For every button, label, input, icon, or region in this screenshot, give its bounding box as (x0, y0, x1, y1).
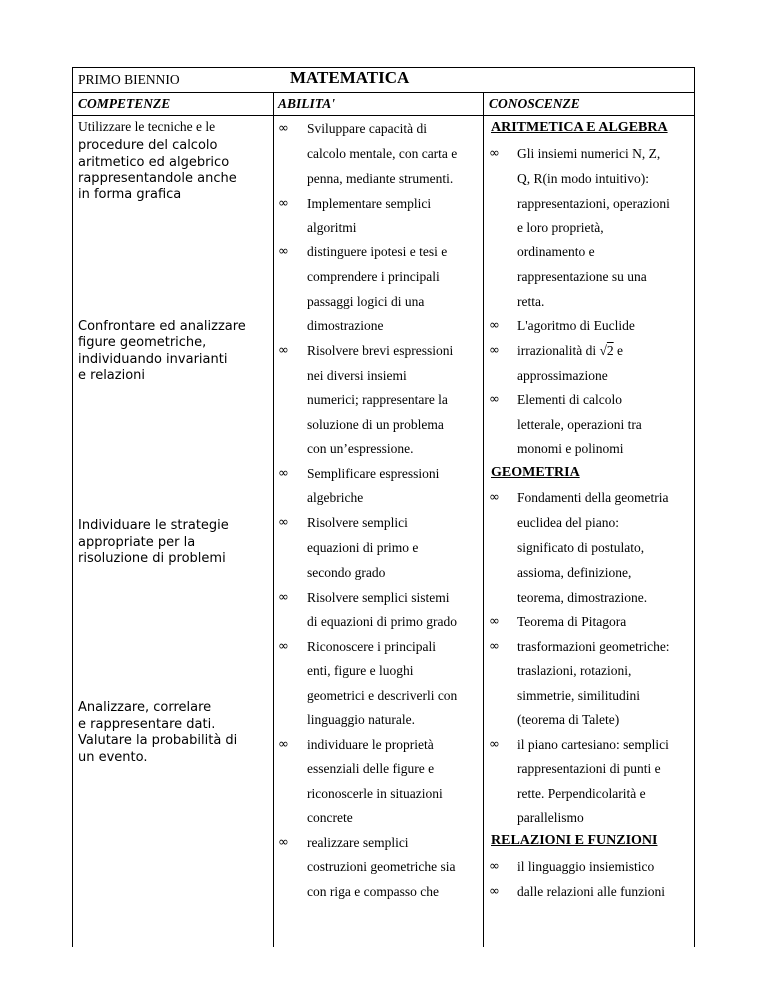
abilita-line: nei diversi insiemi (307, 368, 407, 383)
irrazionalita-suffix: e (613, 343, 624, 358)
conoscenza-line: il linguaggio insiemistico (517, 859, 655, 874)
abilita-line: Riconoscere i principali (307, 639, 436, 654)
page-title: MATEMATICA (290, 68, 410, 87)
competenza-line: rappresentandole anche (78, 171, 237, 186)
conoscenza-line: letterale, operazioni tra (517, 417, 642, 432)
infinity-bullet-icon: ∞ (489, 146, 500, 161)
conoscenza-line: (teorema di Talete) (517, 712, 620, 727)
competenza-line: Individuare le strategie (78, 518, 229, 533)
conoscenza-line: rette. Perpendicolarità e (517, 786, 646, 801)
abilita-line: soluzione di un problema (307, 417, 444, 432)
competenza-line: individuando invarianti (78, 352, 228, 367)
abilita-line: calcolo mentale, con carta e (307, 146, 458, 161)
infinity-bullet-icon: ∞ (489, 639, 500, 654)
abilita-line: con riga e compasso che (307, 884, 439, 899)
column-header-conoscenze: CONOSCENZE (489, 96, 580, 111)
abilita-line: individuare le proprietà (307, 737, 434, 752)
conoscenza-line: significato di postulato, (517, 540, 645, 555)
row-divider-header (72, 115, 695, 116)
infinity-bullet-icon: ∞ (489, 859, 500, 874)
infinity-bullet-icon: ∞ (278, 244, 289, 259)
conoscenza-irrazionalita (517, 343, 623, 359)
infinity-bullet-icon: ∞ (278, 737, 289, 752)
conoscenza-line: approssimazione (517, 368, 608, 383)
infinity-bullet-icon: ∞ (278, 466, 289, 481)
conoscenza-line: Teorema di Pitagora (517, 614, 627, 629)
competenza-line: aritmetico ed algebrico (78, 155, 230, 170)
abilita-line: equazioni di primo e (307, 540, 419, 555)
abilita-line: secondo grado (307, 565, 386, 580)
conoscenza-line: assioma, definizione, (517, 565, 632, 580)
conoscenza-line: retta. (517, 294, 545, 309)
competenza-line: e relazioni (78, 368, 146, 383)
abilita-line: riconoscerle in situazioni (307, 786, 443, 801)
infinity-bullet-icon: ∞ (278, 835, 289, 850)
column-divider-2 (483, 92, 484, 947)
abilita-line: Implementare semplici (307, 196, 432, 211)
conoscenza-line: Gli insiemi numerici N, Z, (517, 146, 661, 161)
abilita-line: concrete (307, 810, 353, 825)
competenza-line: risoluzione di problemi (78, 551, 226, 566)
abilita-line: distinguere ipotesi e tesi e (307, 244, 448, 259)
column-header-abilita: ABILITA' (278, 96, 336, 111)
column-header-competenze: COMPETENZE (78, 96, 171, 111)
conoscenza-line: e loro proprietà, (517, 220, 604, 235)
conoscenza-line: rappresentazione su una (517, 269, 647, 284)
abilita-line: essenziali delle figure e (307, 761, 435, 776)
infinity-bullet-icon: ∞ (489, 343, 500, 358)
table-border-left (72, 67, 73, 947)
conoscenza-line: rappresentazioni, operazioni (517, 196, 670, 211)
competenza-line: e rappresentare dati. (78, 717, 216, 732)
section-title-geometria: GEOMETRIA (491, 465, 580, 480)
conoscenza-line: Q, R(in modo intuitivo): (517, 171, 650, 186)
infinity-bullet-icon: ∞ (278, 639, 289, 654)
abilita-line: costruzioni geometriche sia (307, 859, 456, 874)
section-title-aritmetica: ARITMETICA E ALGEBRA (491, 120, 668, 135)
conoscenza-line: teorema, dimostrazione. (517, 590, 648, 605)
infinity-bullet-icon: ∞ (278, 121, 289, 136)
infinity-bullet-icon: ∞ (489, 490, 500, 505)
competenza-line: in forma grafica (78, 187, 182, 202)
infinity-bullet-icon: ∞ (489, 737, 500, 752)
abilita-line: Semplificare espressioni (307, 466, 440, 481)
competenza-line: Analizzare, correlare (78, 700, 212, 715)
abilita-line: Sviluppare capacità di (307, 121, 427, 136)
conoscenza-line: ordinamento e (517, 244, 595, 259)
abilita-line: realizzare semplici (307, 835, 409, 850)
competenza-line: Utilizzare le tecniche e le (78, 119, 216, 134)
conoscenza-line: trasformazioni geometriche: (517, 639, 670, 654)
abilita-line: Risolvere semplici sistemi (307, 590, 450, 605)
conoscenza-line: monomi e polinomi (517, 441, 624, 456)
conoscenza-line: Elementi di calcolo (517, 392, 622, 407)
table-border-right (694, 67, 695, 947)
conoscenza-line: Fondamenti della geometria (517, 490, 669, 505)
competenza-line: figure geometriche, (78, 335, 207, 350)
conoscenza-line: euclidea del piano: (517, 515, 619, 530)
level-label: PRIMO BIENNIO (78, 72, 180, 87)
column-divider-1 (273, 92, 274, 947)
infinity-bullet-icon: ∞ (278, 515, 289, 530)
abilita-line: algebriche (307, 490, 364, 505)
conoscenza-line: L'agoritmo di Euclide (517, 318, 635, 333)
conoscenza-line: parallelismo (517, 810, 584, 825)
abilita-line: enti, figure e luoghi (307, 663, 414, 678)
conoscenza-line: simmetrie, similitudini (517, 688, 640, 703)
competenza-line: Valutare la probabilità di (78, 733, 238, 748)
infinity-bullet-icon: ∞ (489, 318, 500, 333)
section-title-relazioni: RELAZIONI E FUNZIONI (491, 833, 658, 848)
competenza-line: appropriate per la (78, 535, 196, 550)
abilita-line: Risolvere brevi espressioni (307, 343, 454, 358)
conoscenza-line: traslazioni, rotazioni, (517, 663, 632, 678)
infinity-bullet-icon: ∞ (489, 392, 500, 407)
abilita-line: geometrici e descriverli con (307, 688, 458, 703)
conoscenza-line: rappresentazioni di punti e (517, 761, 661, 776)
abilita-line: con un’espressione. (307, 441, 414, 456)
abilita-line: comprendere i principali (307, 269, 440, 284)
infinity-bullet-icon: ∞ (278, 196, 289, 211)
competenza-line: un evento. (78, 750, 148, 765)
abilita-line: dimostrazione (307, 318, 384, 333)
infinity-bullet-icon: ∞ (489, 614, 500, 629)
abilita-line: algoritmi (307, 220, 357, 235)
row-divider-title (72, 92, 695, 93)
abilita-line: penna, mediante strumenti. (307, 171, 454, 186)
infinity-bullet-icon: ∞ (489, 884, 500, 899)
competenza-line: Confrontare ed analizzare (78, 319, 246, 334)
abilita-line: linguaggio naturale. (307, 712, 415, 727)
competenza-line: procedure del calcolo (78, 138, 218, 153)
conoscenza-line: dalle relazioni alle funzioni (517, 884, 666, 899)
abilita-line: passaggi logici di una (307, 294, 425, 309)
abilita-line: Risolvere semplici (307, 515, 408, 530)
infinity-bullet-icon: ∞ (278, 590, 289, 605)
conoscenza-line: il piano cartesiano: semplici (517, 737, 669, 752)
sqrt-symbol: √ (599, 343, 607, 358)
abilita-line: di equazioni di primo grado (307, 614, 457, 629)
sqrt-radicand: 2 (606, 343, 614, 358)
infinity-bullet-icon: ∞ (278, 343, 289, 358)
irrazionalita-text: irrazionalità di (517, 343, 600, 358)
abilita-line: numerici; rappresentare la (307, 392, 448, 407)
